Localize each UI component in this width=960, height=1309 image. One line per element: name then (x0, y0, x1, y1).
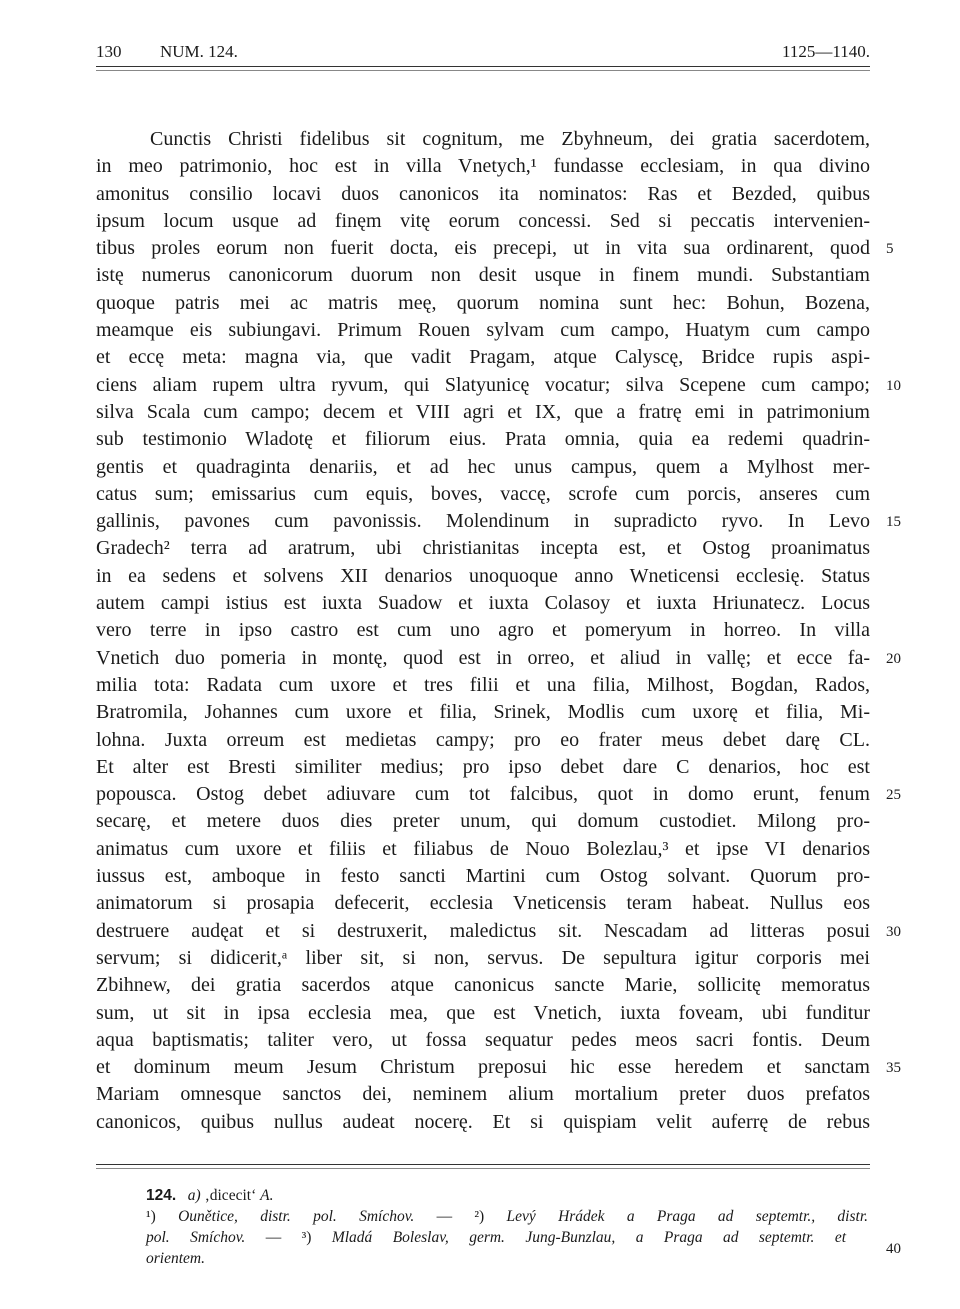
footnote-3-marker: ³) (301, 1229, 312, 1246)
text-line: meamque eis subiungavi. Primum Rouen sylvam cum campo, Huatym cum campo (96, 319, 870, 342)
footnote-1-text: Ounětice, distr. pol. Smíchov. (178, 1208, 415, 1225)
line-number: 30 (886, 923, 901, 940)
text-line: Cunctis Christi fidelibus sit cognitum, me Zbyhneum, dei gratia sacerdotem, (150, 128, 870, 150)
header-rule-top (96, 66, 870, 67)
text-line: sub testimonio Wladotę et filiorum eius. Prata omnia, quia ea redemi quadrin- (96, 428, 870, 451)
text-line: destruere audęat et si destruxerit, maledictus sit. Nescadam ad litteras posui (96, 919, 870, 942)
footnote-2-text: Levý Hrádek a Praga ad septemtr., distr. (506, 1208, 869, 1225)
footnote-rule-top (96, 1164, 870, 1165)
text-line: canonicos, quibus nullus audeat nocerę. Et si quispiam velit auferrę de rebus (96, 1110, 870, 1133)
page-number: 130 (96, 42, 122, 61)
text-line: popousca. Ostog debet adiuvare cum tot falcibus, quot in domo erunt, fenum (96, 783, 870, 806)
header-rule-bottom (96, 70, 870, 71)
text-line: quoque patris mei ac matris meę, quorum nomina sunt hec: Bohun, Bozena, (96, 291, 870, 314)
footnote-2-continuation: pol. Smíchov. (146, 1229, 246, 1246)
text-line: Gradech² terra ad aratrum, ubi christianitas incepta est, et Ostog proanimatus (96, 537, 870, 560)
footnote-1-marker: ¹) (146, 1208, 156, 1225)
document-number: NUM. 124. (160, 42, 238, 61)
text-line: gentis et quadraginta denariis, et ad hec unus campus, quem a Mylhost mer- (96, 455, 870, 478)
line-number-40: 40 (886, 1241, 901, 1257)
footnotes (146, 1185, 901, 1269)
text-line: et eccę meta: magna via, que vadit Pragam, atque Calyscę, Bridce rupis aspi- (96, 346, 870, 369)
variant-note (146, 1185, 868, 1206)
text-line: aqua baptismatis; taliter vero, ut fossa sequatur pedes meos sacri fontis. Deum (96, 1028, 870, 1051)
text-line: gallinis, pavones cum pavonissis. Molendinum in supradicto ryvo. In Levo (96, 510, 870, 533)
text-line: Zbihnew, dei gratia sacerdos atque canonicus sancte Marie, sollicitę memoratus (96, 974, 870, 997)
variant-source: A. (260, 1187, 274, 1204)
footnote-3-text: Mladá Boleslav, germ. Jung-Bunzlau, a Praga ad septemtr. et (331, 1229, 847, 1246)
variant-marker: a) (187, 1187, 201, 1204)
footnote-3-continuation: orientem. (146, 1250, 205, 1267)
document-number-note: 124. (146, 1187, 177, 1204)
text-line: in ea sedens et solvens XII denarios unoquoque anno Wneticensi ecclesię. Status (96, 564, 870, 587)
text-line: servum; si didicerit,ᵃ liber sit, si non, servus. De sepultura igitur corporis mei (96, 946, 870, 969)
text-line: iussus est, amboque in festo sancti Martini cum Ostog solvant. Quorum pro- (96, 865, 870, 888)
line-number: 35 (886, 1060, 901, 1077)
text-line: milia tota: Radata cum uxore et tres filii et una filia, Milhost, Bogdan, Rados, (96, 673, 870, 696)
line-number: 5 (886, 241, 894, 258)
text-line: tibus proles eorum non fuerit docta, eis precepi, ut in vita sua ordinarent, quod (96, 237, 870, 260)
date-range: 1125—1140. (782, 42, 870, 61)
line-number: 20 (886, 650, 901, 667)
text-line: ipsum locum usque ad finęm vitę eorum concessi. Sed si peccatis intervenien- (96, 209, 870, 232)
footnote-dash-1: — (436, 1208, 453, 1225)
charter-text (96, 126, 870, 1136)
text-line: Bratromila, Johannes cum uxore et filia, Srinek, Modlis cum uxorę et filia, Mi- (96, 701, 870, 724)
footnote-1-2 (146, 1206, 868, 1227)
text-line: Et alter est Bresti similiter medius; pro ipso debet dare C denarios, hoc est (96, 755, 870, 778)
footnote-dash-2: — (265, 1229, 282, 1246)
line-number: 10 (886, 377, 901, 394)
running-header (96, 40, 870, 64)
text-line: ciens aliam rupem ultra ryvum, qui Slatyunicę vocatur; silva Scepene cum campo; (96, 373, 870, 396)
text-line: sum, ut sit in ipsa ecclesia mea, que est Vnetich, iuxta foveam, ubi funditur (96, 1001, 870, 1024)
text-line: istę numerus canonicorum duorum non desit usque in finem mundi. Substantiam (96, 264, 870, 287)
text-line: silva Scala cum campo; decem et VIII agri et IX, que a fratrę emi in patrimonium (96, 400, 870, 423)
text-line: secarę, et metere duos dies preter unum, qui domum custodiet. Milong pro- (96, 810, 870, 833)
text-line: lohna. Juxta orreum est medietas campy; pro eo frater meus debet darę CL. (96, 728, 870, 751)
text-line: amonitus consilio locavi duos canonicos ita nominatos: Ras et Bezded, quibus (96, 182, 870, 205)
text-line: Vnetich duo pomeria in montę, quod est in orreo, et aliud in vallę; et ecce fa- (96, 646, 870, 669)
line-number: 25 (886, 787, 901, 804)
text-line: vero terre in ipso castro est cum uno agro et pomeryum in horreo. In villa (96, 619, 870, 642)
text-line: Mariam omnesque sanctos dei, neminem alium mortalium preter duos prefatos (96, 1083, 870, 1106)
text-line: et dominum meum Jesum Christum preposui hic esse heredem et sanctam (96, 1056, 870, 1079)
line-number: 15 (886, 514, 901, 531)
footnote-3-end (146, 1248, 868, 1269)
variant-text: ‚dicecit‘ (204, 1187, 257, 1204)
text-line: autem campi istius est iuxta Suadow et iuxta Colasoy et iuxta Hriunatecz. Locus (96, 592, 870, 615)
footnote-2-3 (146, 1227, 846, 1248)
footnote-2-marker: ²) (474, 1208, 485, 1225)
text-line: animatorum si prosapia defecerit, ecclesia Vneticensis teram habeat. Nullus eos (96, 892, 870, 915)
text-line: in meo patrimonio, hoc est in villa Vnetych,¹ fundasse ecclesiam, in qua divino (96, 155, 870, 178)
text-line: catus sum; emissarius cum equis, boves, vaccę, scrofe cum porcis, anseres cum (96, 482, 870, 505)
text-line: animatus cum uxore et filiis et filiabus de Nouo Bolezlau,³ et ipse VI denarios (96, 837, 870, 860)
footnote-rule-bottom (96, 1168, 870, 1169)
